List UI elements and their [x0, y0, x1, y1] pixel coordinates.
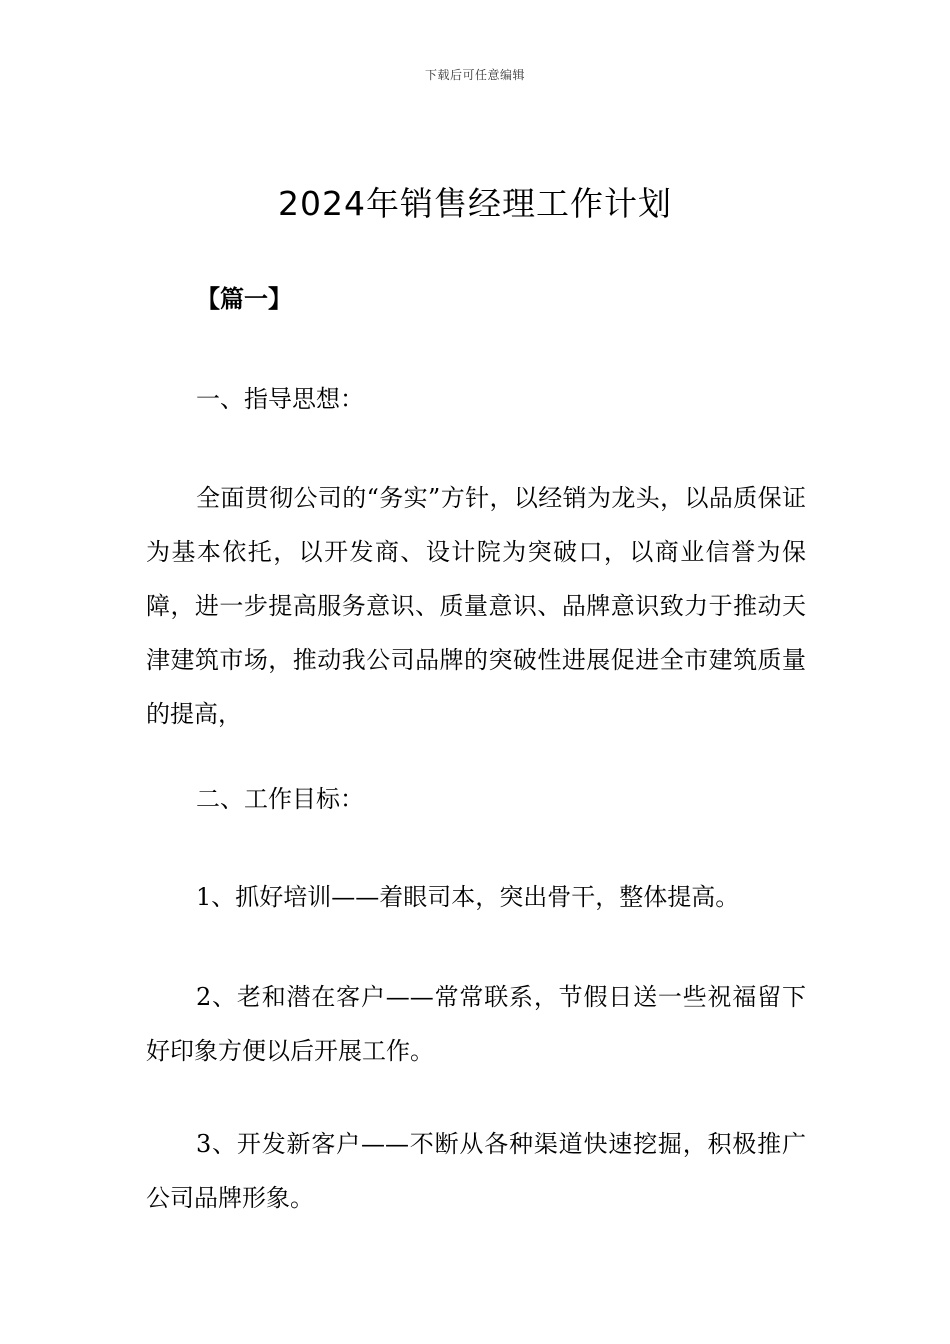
- list-item-goal-1: 1、抓好培训——着眼司本，突出骨干，整体提高。: [196, 883, 740, 911]
- heading-guiding-principles: 一、指导思想：: [196, 385, 364, 413]
- heading-work-goals: 二、工作目标：: [196, 785, 364, 813]
- document-title: 2024年销售经理工作计划: [278, 184, 672, 223]
- list-item-goal-3: 3、开发新客户——不断从各种渠道快速挖掘，积极推广公司品牌形象。: [146, 1130, 806, 1212]
- paragraph-guiding-principles: 全面贯彻公司的“务实”方针，以经销为龙头，以品质保证为基本依托，以开发商、设计院为突破口，以商业信誉为保障，进一步提高服务意识、质量意识、品牌意识致力于推动天津建筑市场，推动我公司品牌的突破性进展促进全市建筑质量的提高，: [146, 484, 806, 728]
- header-note: 下载后可任意编辑: [424, 68, 525, 82]
- list-item-goal-2: 2、老和潜在客户——常常联系，节假日送一些祝福留下好印象方便以后开展工作。: [146, 983, 806, 1065]
- section-tag: 【篇一】: [196, 284, 292, 313]
